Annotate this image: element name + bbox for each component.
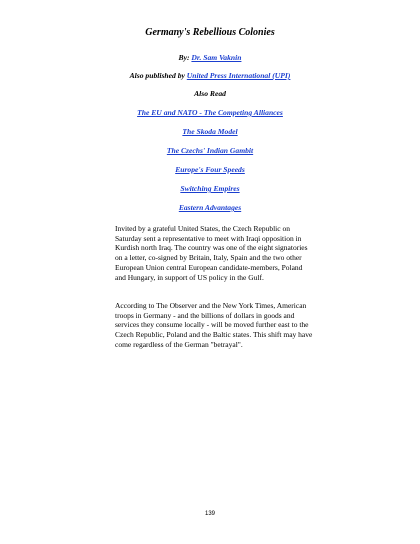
also-read-label: Also Read — [194, 89, 226, 98]
article-title: Germany's Rebellious Colonies — [145, 27, 275, 38]
related-link-czechs-indian-gambit[interactable]: The Czechs' Indian Gambit — [166, 146, 254, 155]
body-paragraph: Invited by a grateful United States, the Czech Republic on Saturday sent a representative to meet with Iraqi opposition in Kurdish north Iraq. The country was one of the eight signatories on a letter, co-signed by Britain, Italy, Spain and the two other European Union central European candidate-members, Poland and Hungary, in support of US policy in the Gulf. — [115, 224, 308, 282]
author-link[interactable]: Dr. Sam Vaknin — [191, 53, 242, 62]
page-number: 139 — [204, 511, 215, 517]
body-paragraph: According to The Observer and the New York Times, American troops in Germany - and the billions of dollars in goods and services they consume locally - will be moved further east to the Czech Republic, Poland and the Baltic states. This shift may have come regardless of the German "betrayal". — [115, 301, 313, 349]
publisher-link[interactable]: United Press International (UPI) — [186, 71, 291, 80]
related-link-switching-empires[interactable]: Switching Empires — [180, 184, 240, 193]
byline — [0, 53, 420, 62]
published-prefix: Also published by — [129, 71, 187, 80]
related-link-skoda-model[interactable]: The Skoda Model — [182, 127, 238, 136]
published-by — [0, 71, 420, 80]
related-link-eu-nato[interactable]: The EU and NATO - The Competing Alliances — [137, 108, 283, 117]
related-link-eastern-advantages[interactable]: Eastern Advantages — [178, 203, 242, 212]
byline-prefix: By: — [178, 53, 192, 62]
related-link-europes-four-speeds[interactable]: Europe's Four Speeds — [175, 165, 245, 174]
